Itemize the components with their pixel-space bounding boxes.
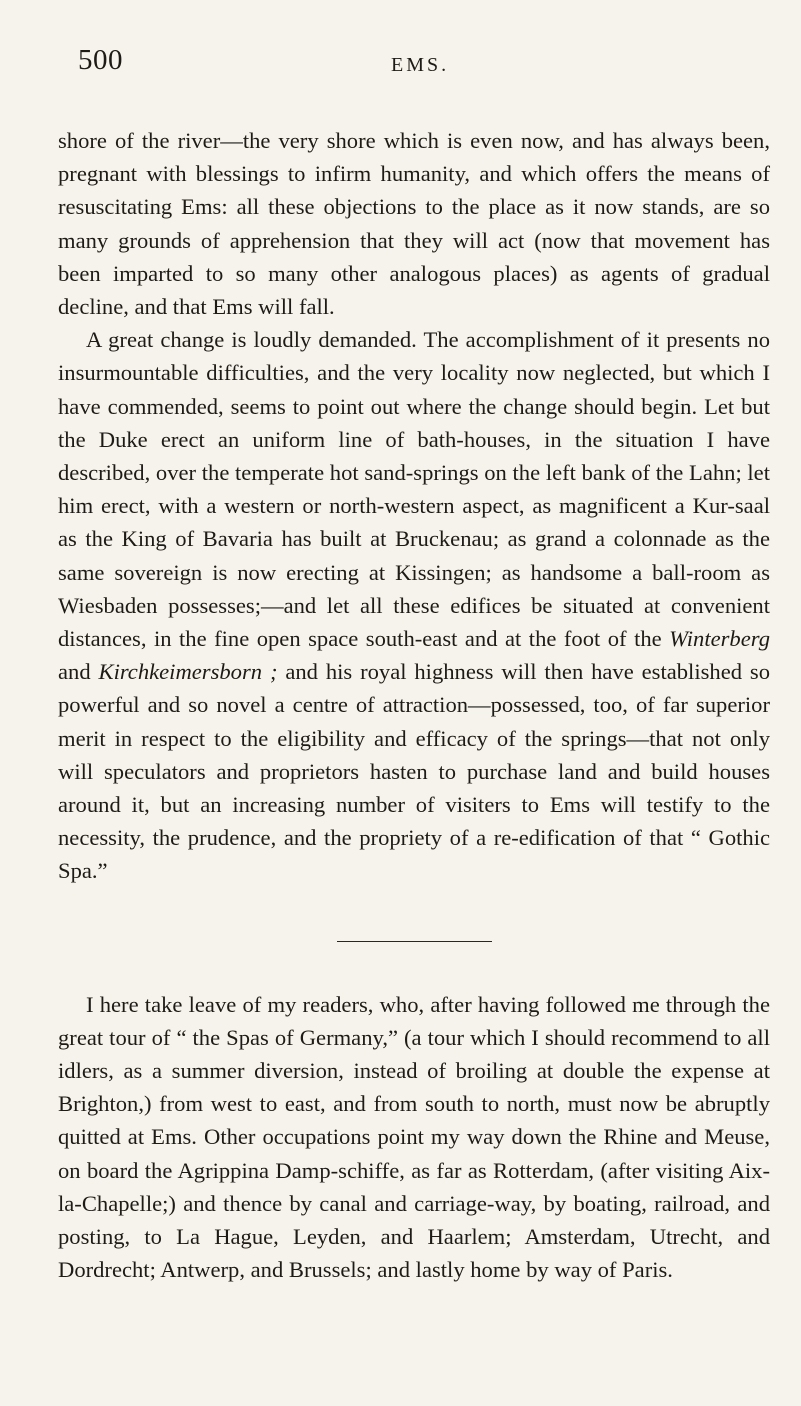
section-divider bbox=[337, 941, 492, 942]
running-head: EMS. bbox=[391, 54, 450, 76]
paragraph-great-change bbox=[58, 323, 770, 887]
paragraph-farewell: I here take leave of my readers, who, after having followed me through the great tour of “ the Spas of Germany,” (a tour which I should recommend to all idlers, as a summer diversion, instead of broiling at double the expense at Brighton,) from west to east, and from south to north, must now be abruptly quitted at Ems. Other occupations point my way down the Rhine and Meuse, on board the Agrippina Damp-schiffe, as far as Rotterdam, (after visiting Aix-la-Chapelle;) and thence by canal and carriage-way, by boating, railroad, and posting, to La Hague, Leyden, and Haarlem; Amsterdam, Utrecht, and Dordrecht; Antwerp, and Brussels; and lastly home by way of Paris. bbox=[58, 991, 770, 1283]
paragraph-objections: shore of the river—the very shore which is even now, and has always been, pregnant with blessings to infirm humanity, and which offers the means of resuscitating Ems: all these objections to the place as it now stands, are so many grounds of apprehension that they will act (now that movement has been imparted to so many other analogous places) as agents of gradual decline, and that Ems will fall. bbox=[58, 128, 770, 320]
place-name-winterberg: Winterberg bbox=[669, 626, 770, 652]
paragraph-great-change-text-1: A great change is loudly demanded. The accomplishment of it presents no insurmountable difficulties, and the very locality now neglected, but which I have commended, seems to point out where the change should begin. Let but the Duke erect an uniform line of bath-houses, in the situation I have described, over the temperate hot sand-springs on the left bank of the Lahn; let him erect, with a western or north-western aspect, as magnificent a Kur-saal as the King of Bavaria has built at Bruckenau; as grand a colonnade as the same sovereign is now erecting at Kissingen; as handsome a ball-room as Wiesbaden possesses;—and let all these edifices be situated at convenient distances, in the fine open space south-east and at the foot of the bbox=[58, 327, 770, 652]
body-text bbox=[58, 124, 770, 1287]
paragraph-great-change-text-3: and his royal highness will then have established so powerful and so novel a centre of attraction—possessed, too, of far superior merit in respect to the eligibility and efficacy of the springs—that not only will speculators and proprietors hasten to purchase land and build houses around it, but an increasing number of visiters to Ems will testify to the necessity, the prudence, and the propriety of a re-edification of that “ Gothic Spa.” bbox=[58, 659, 770, 884]
place-name-kirchkeimersborn: Kirchkeimersborn ; bbox=[98, 659, 278, 685]
paragraph-great-change-text-2: and bbox=[58, 659, 91, 685]
page-number: 500 bbox=[78, 44, 123, 76]
